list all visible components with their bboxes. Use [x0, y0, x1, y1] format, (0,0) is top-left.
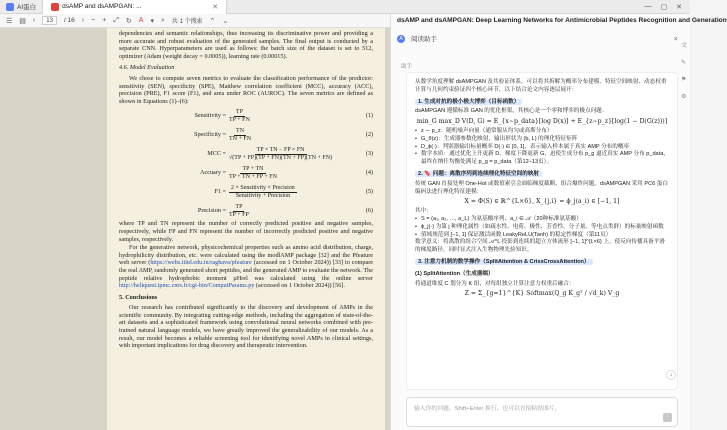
dropdown-chevron-icon[interactable]: ▾ — [150, 17, 154, 25]
equation-number: (5) — [365, 188, 373, 196]
equation-list — [119, 106, 373, 220]
answer-heading-2-text: 2. 🔖 问题：离散序列到连续理化特征空间的映射 — [415, 171, 542, 177]
equation-numerator: TP + TN — [242, 165, 264, 172]
paragraph-evaluation: We chose to compute seven metrics to evaluate the classification performance of the predictor: sensitivity (SEN), specificity (SPE), Matthew correlation coefficient (MCC), accuracy (ACC), precision (PRE), F1 score (F1), and area under ROC (AUROC). The seven metrics are defined as shown in Equations (1)–(6): — [119, 74, 373, 105]
answer-bullets-2 — [415, 216, 669, 239]
pdf-toolbar — [0, 14, 390, 28]
note-icon[interactable]: ✎ — [681, 60, 687, 66]
equation-lhs: MCC = — [207, 150, 226, 158]
rotate-icon[interactable]: ↻ — [125, 17, 132, 25]
answer-heading-1 — [415, 99, 669, 107]
equation-numerator: TP — [235, 203, 243, 210]
search-count: 共 1 个搜索 — [171, 19, 203, 25]
search-icon[interactable]: ⌕ — [160, 16, 165, 24]
equation-body — [229, 108, 359, 124]
phys-text-b: (accessed on 1 October 2024)) [33] to compare the real AMP, randomly generated short peptides, and the generated AMP to evaluate the network. The peptide relative hydrophobic moment µHrel was calculated using the online server — [119, 259, 374, 282]
highlight-icon[interactable]: A — [138, 17, 144, 24]
send-button[interactable]: ↑ — [663, 413, 672, 422]
app-tab-label: AI蛋白 — [17, 4, 37, 11]
panel-document-title: dsAMP and dsAMPGAN: Deep Learning Networks for Antimicrobial Peptides Recognition and Generation — [397, 17, 727, 24]
answer-bullet: • 数学本质：通过优化上升更新 D，梯度下降更新 G，迫使生成分布 p_g 逼近真实 AMP 分布 p_data，最终在纳什均衡处满足 p_g = p_data（第12–13页）。 — [415, 151, 669, 167]
zoom-out-icon[interactable]: − — [91, 17, 96, 24]
search-next-icon[interactable]: ⌄ — [222, 17, 229, 25]
minimize-button[interactable]: — — [644, 2, 652, 10]
equation-numerator: TP × TN − FP × FN — [256, 146, 305, 153]
paragraph-physicochemical — [119, 244, 373, 290]
equation-row — [119, 125, 373, 144]
phys-text-a: For the generative network, physicochemical properties such as amino acid distribution, charge, hydrophilicity distribution, etc. were calculated using the modlAMP package [32] and the Pfeature web server ( — [119, 244, 373, 267]
equation-lhs: Accuary = — [200, 169, 226, 177]
thumbnail-icon[interactable]: ▤ — [19, 17, 26, 25]
answer-para-3: 将通道维度 C 划分为 K 组，对每组独立计算注意力权重后融合： — [415, 280, 575, 287]
fit-page-icon[interactable]: ⤢ — [113, 16, 119, 24]
answer-para-2: 传统 GAN 直接处理 One-Hot 或数值索引会面临梯度截断、组合爆炸问题。dsAMPGAN 采用 PC6 蛋白编码法进行理化特征建模： — [415, 180, 668, 195]
equation-row — [119, 182, 373, 201]
section-heading-conclusions: 5. Conclusions — [119, 293, 158, 301]
next-page-icon[interactable]: › — [81, 17, 85, 24]
pdf-page — [107, 28, 385, 430]
equation-numerator: TN — [236, 127, 245, 134]
answer-para-1: dsAMPGAN 遵循标准 GAN 的优化框架，其核心是一个零和博弈的极点问题： — [415, 108, 608, 115]
answer-heading-1-text: 1. 生成对抗的极小极大博弈（目标函数） — [415, 99, 522, 105]
page-total: / 16 — [63, 17, 75, 24]
window-close-button[interactable]: ✕ — [676, 3, 682, 11]
scroll-down-button[interactable]: ↓ — [666, 370, 676, 380]
equation-body — [229, 165, 359, 181]
equation-denominator: TP + TN + FP + FN — [229, 173, 277, 180]
answer-bullet: • D_ϕ(·)：判别器输出标量概率 D(·) ∈ [0, 1]，表示输入样本属于真实 AMP 分布的概率 — [415, 144, 669, 152]
equation-number: (4) — [365, 169, 373, 177]
zoom-in-icon[interactable]: + — [102, 17, 107, 24]
title-bar — [0, 0, 690, 14]
equation-row — [119, 201, 373, 220]
equation-number: (2) — [365, 131, 373, 139]
prev-page-icon[interactable]: ‹ — [32, 17, 36, 24]
equation-denominator: Sensitivity + Precision — [235, 192, 291, 199]
answer-para-2c: 数学意义：将离散的组合空间 𝒜^L 投影到连续的超立方体流形 [−1, 1]^{L×6} 上，使反向传播具备平滑的梯度路径，同时显式注入生物物理先验知识。 — [415, 239, 665, 254]
equation-number: (6) — [365, 207, 373, 215]
chat-input-placeholder: 输入你的问题。Shift+Enter 换行，也可以直接粘贴图片。 — [414, 406, 561, 412]
equation-numerator: 2 × Sensitivity × Precision — [231, 184, 295, 191]
equation-body — [229, 184, 359, 200]
equation-row — [119, 144, 373, 163]
equation-body — [229, 203, 359, 219]
equation-numerator: TP — [235, 108, 243, 115]
panel-sub-label: 阅读助手 — [411, 36, 437, 43]
answer-bullet: • z ∼ p_z：随机噪声向量（通常服从均匀或高斯分布） — [415, 128, 669, 136]
equation-fraction — [229, 147, 332, 162]
equation-lhs: F1 = — [214, 188, 226, 196]
equation-denominator: TP + FN — [229, 116, 250, 123]
app-tab[interactable] — [0, 0, 42, 14]
chat-input[interactable] — [406, 397, 678, 427]
answer-formula-3: Z = Σ_{g=1}^{K} Softmax(Q_g K_gᵀ / √d_k) V_g — [464, 290, 620, 298]
answer-bullets-1 — [415, 128, 669, 167]
app-logo-icon — [6, 3, 14, 11]
equation-row — [119, 163, 373, 182]
answer-heading-3 — [415, 259, 669, 267]
answer-heading-3a: (1) SplitAttention（生成器端） — [415, 270, 494, 277]
heliquest-link[interactable]: http://heliquest.ipmc.cnrs.fr/cgi-bin/ComputParams.py — [119, 282, 255, 290]
equation-body — [229, 146, 359, 162]
equation-number: (3) — [365, 150, 373, 158]
settings-icon[interactable]: ⚙ — [681, 94, 687, 100]
document-tab-title: dsAMP and dsAMPGAN: ... — [62, 3, 142, 10]
answer-para-2b: 其中： — [415, 208, 432, 215]
right-rail — [681, 40, 689, 100]
equation-row — [119, 106, 373, 125]
close-tab-icon[interactable]: ✕ — [212, 3, 219, 11]
answer-bullet: • G_θ(z)：生成器参数化映射，输出形状为 (b, L) 的理化特征矩阵 — [415, 136, 669, 144]
phys-text-c: (accessed on 1 October 2024)) [56]. — [254, 282, 345, 290]
search-prev-icon[interactable]: ⌃ — [209, 17, 216, 25]
equation-denominator: √(TP + FP)(TP + FN)(TN + FP)(TN + FN) — [229, 154, 333, 161]
maximize-button[interactable]: ▢ — [660, 3, 668, 11]
assistant-answer — [406, 72, 678, 390]
translate-icon[interactable]: 文 — [681, 43, 688, 49]
answer-formula-2: X = Φ(S) ∈ ℝ^{L×6}, X_{j,i} = ϕ_j(a_i) ∈ [−1, 1] — [464, 198, 620, 206]
answer-bullet: • S = (a₁, a₂, …, a_L) 为氨基酸序列，a_i ∈ 𝒜（20种标准氨基酸） — [415, 216, 669, 224]
equation-number: (1) — [365, 112, 373, 120]
answer-formula-1: min_G max_D V(D, G) = E_{x∼p_data}[log D(x)] + E_{z∼p_z}[log(1 − D(G(z)))] — [416, 118, 668, 126]
pfeature-link[interactable]: https://webs.iiitd.edu.in/raghava/pfeature — [150, 259, 252, 267]
answer-heading-3-text: 3. 注意力机制的数学操作（SplitAttention & CrissCrossAttention） — [415, 259, 593, 265]
sidebar-toggle-icon[interactable]: ☰ — [6, 17, 13, 25]
equation-fraction — [229, 166, 277, 181]
equation-fraction — [229, 109, 250, 124]
paragraph-top: dependencies and semantic relationships, thus increasing its discriminative power and providing a more accurate and robust evaluation of the generated samples. The final output is conducted by a separate CNN. Hyperparameters are used as follows: the batch size of the dataset is set to 512, optimizer (Adam (weight decay = 0.0005)), learning rate (0.00015). — [119, 30, 373, 60]
page-number-input[interactable]: 13 — [42, 16, 57, 25]
equation-body — [229, 127, 359, 143]
answer-bullet: • 值域规范到 [−1, 1] 保证激活函数 LeakyReLU(Tanh) 的稳定性梯度（第11页） — [415, 232, 669, 240]
assistant-label: 助手 — [401, 64, 413, 70]
panel-header — [397, 34, 678, 43]
paragraph-conclusions: Our research has contributed significantly to the discovery and development of AMPs in the scientific community. By integrating cutting-edge methods, including the aggregation of state-of-the-art datasets and a sophisticated framework using convolutional neural networks combined with pre-trained natural language models, we have greatly improved the generalizability of our models. As a result, our model becomes a reliable screening tool for identifying novel AMPs in clinical settings, with important implications for drug discovery and therapeutic intervention. — [119, 304, 373, 350]
section-heading-model-evaluation: 4.6. Model Evaluation — [119, 64, 175, 72]
reading-assistant-panel — [390, 14, 727, 430]
assistant-icon: A — [397, 35, 405, 43]
answer-heading-2 — [415, 171, 669, 179]
paragraph-after-equations: where TP and TN represent the number of correctly predicted positive and negative samples, respectively, while FP and FN represent the number of incorrectly predicted positive and negative samples, respectively. — [119, 220, 373, 243]
bookmark-icon[interactable]: ⚑ — [681, 77, 687, 83]
panel-close-button[interactable]: ✕ — [673, 35, 679, 43]
equation-denominator: TN + FN — [229, 135, 252, 142]
equation-lhs: Precision = — [197, 207, 226, 215]
equation-fraction — [229, 204, 249, 219]
equation-denominator: TP + FP — [229, 211, 249, 218]
equation-fraction — [229, 185, 297, 200]
equation-fraction — [229, 128, 251, 143]
answer-intro: 从数学角度理解 dsAMPGAN 及其验证体系，可以将其拆解为概率分布建模、特征空间映射、动态权重计算与几何约束验证四个核心环节，以下结合论文内容逐层展开： — [415, 79, 667, 93]
pdf-icon — [51, 3, 59, 11]
document-tab[interactable] — [42, 0, 227, 14]
equation-lhs: Specificity = — [194, 131, 226, 139]
answer-bullet: • ϕ_j(·) 为第 j 种理化属性（如疏水性、电荷、极性、芳香性、分子量、等电点类群）的标量映射函数 — [415, 224, 669, 232]
pdf-viewer[interactable] — [0, 28, 390, 430]
equation-lhs: Sensitivity = — [194, 112, 226, 120]
